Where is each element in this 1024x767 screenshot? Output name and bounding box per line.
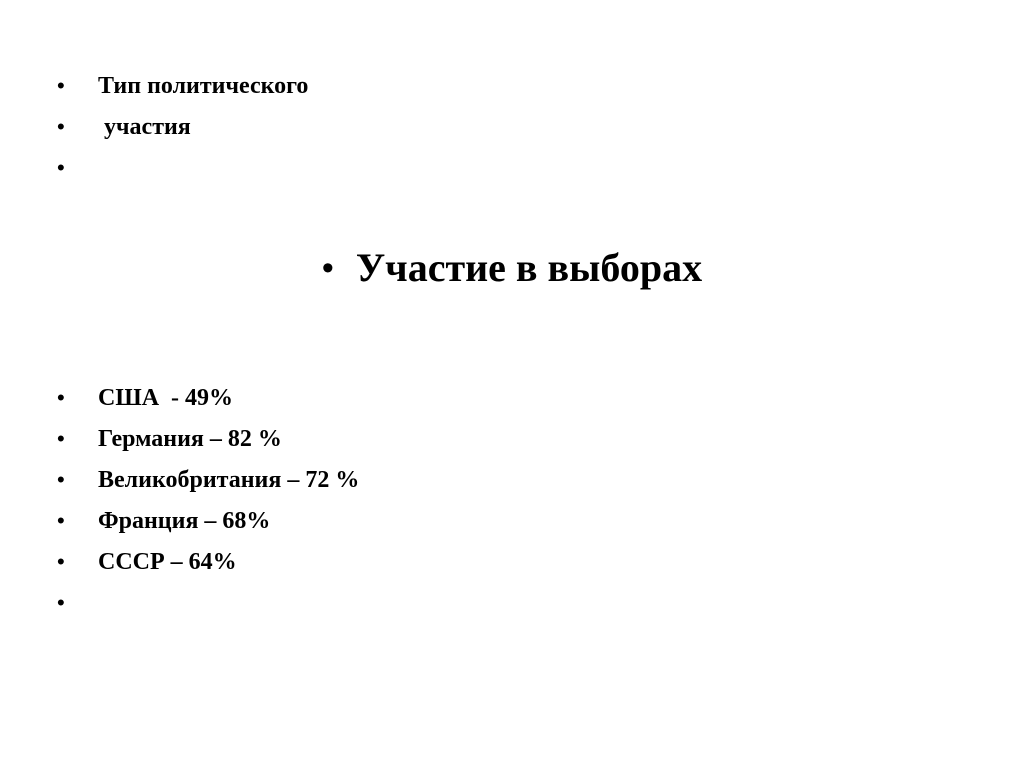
list-item-great-britain	[0, 460, 1024, 500]
bullet-icon: •	[57, 467, 65, 492]
bullet-icon: •	[57, 549, 65, 574]
list-item-empty	[0, 583, 1024, 623]
list-item-text: участия	[98, 114, 191, 140]
list-item-text: США - 49%	[98, 385, 234, 411]
list-item-ussr	[0, 542, 1024, 582]
slide-heading	[0, 238, 1024, 298]
bullet-icon: •	[57, 73, 65, 98]
bullet-icon: •	[57, 114, 65, 139]
bullet-icon: •	[57, 426, 65, 451]
bullet-icon: •	[57, 155, 65, 180]
bullet-icon: •	[57, 385, 65, 410]
list-item-participation	[0, 107, 1024, 147]
list-item-germany	[0, 419, 1024, 459]
heading-text: Участие в выборах	[355, 245, 703, 290]
list-item-empty	[0, 148, 1024, 188]
list-item-usa	[0, 378, 1024, 418]
list-item-text: Франция – 68%	[98, 508, 271, 534]
bullet-icon: •	[57, 508, 65, 533]
list-item-text: Германия – 82 %	[98, 426, 282, 452]
bullet-icon: •	[57, 590, 65, 615]
list-item-text: Тип политического	[98, 73, 309, 99]
list-item-text: СССР – 64%	[98, 549, 237, 575]
list-item-political-participation-type	[0, 66, 1024, 106]
list-item-france	[0, 501, 1024, 541]
list-item-text: Великобритания – 72 %	[98, 467, 360, 493]
bullet-icon: •	[321, 249, 334, 287]
